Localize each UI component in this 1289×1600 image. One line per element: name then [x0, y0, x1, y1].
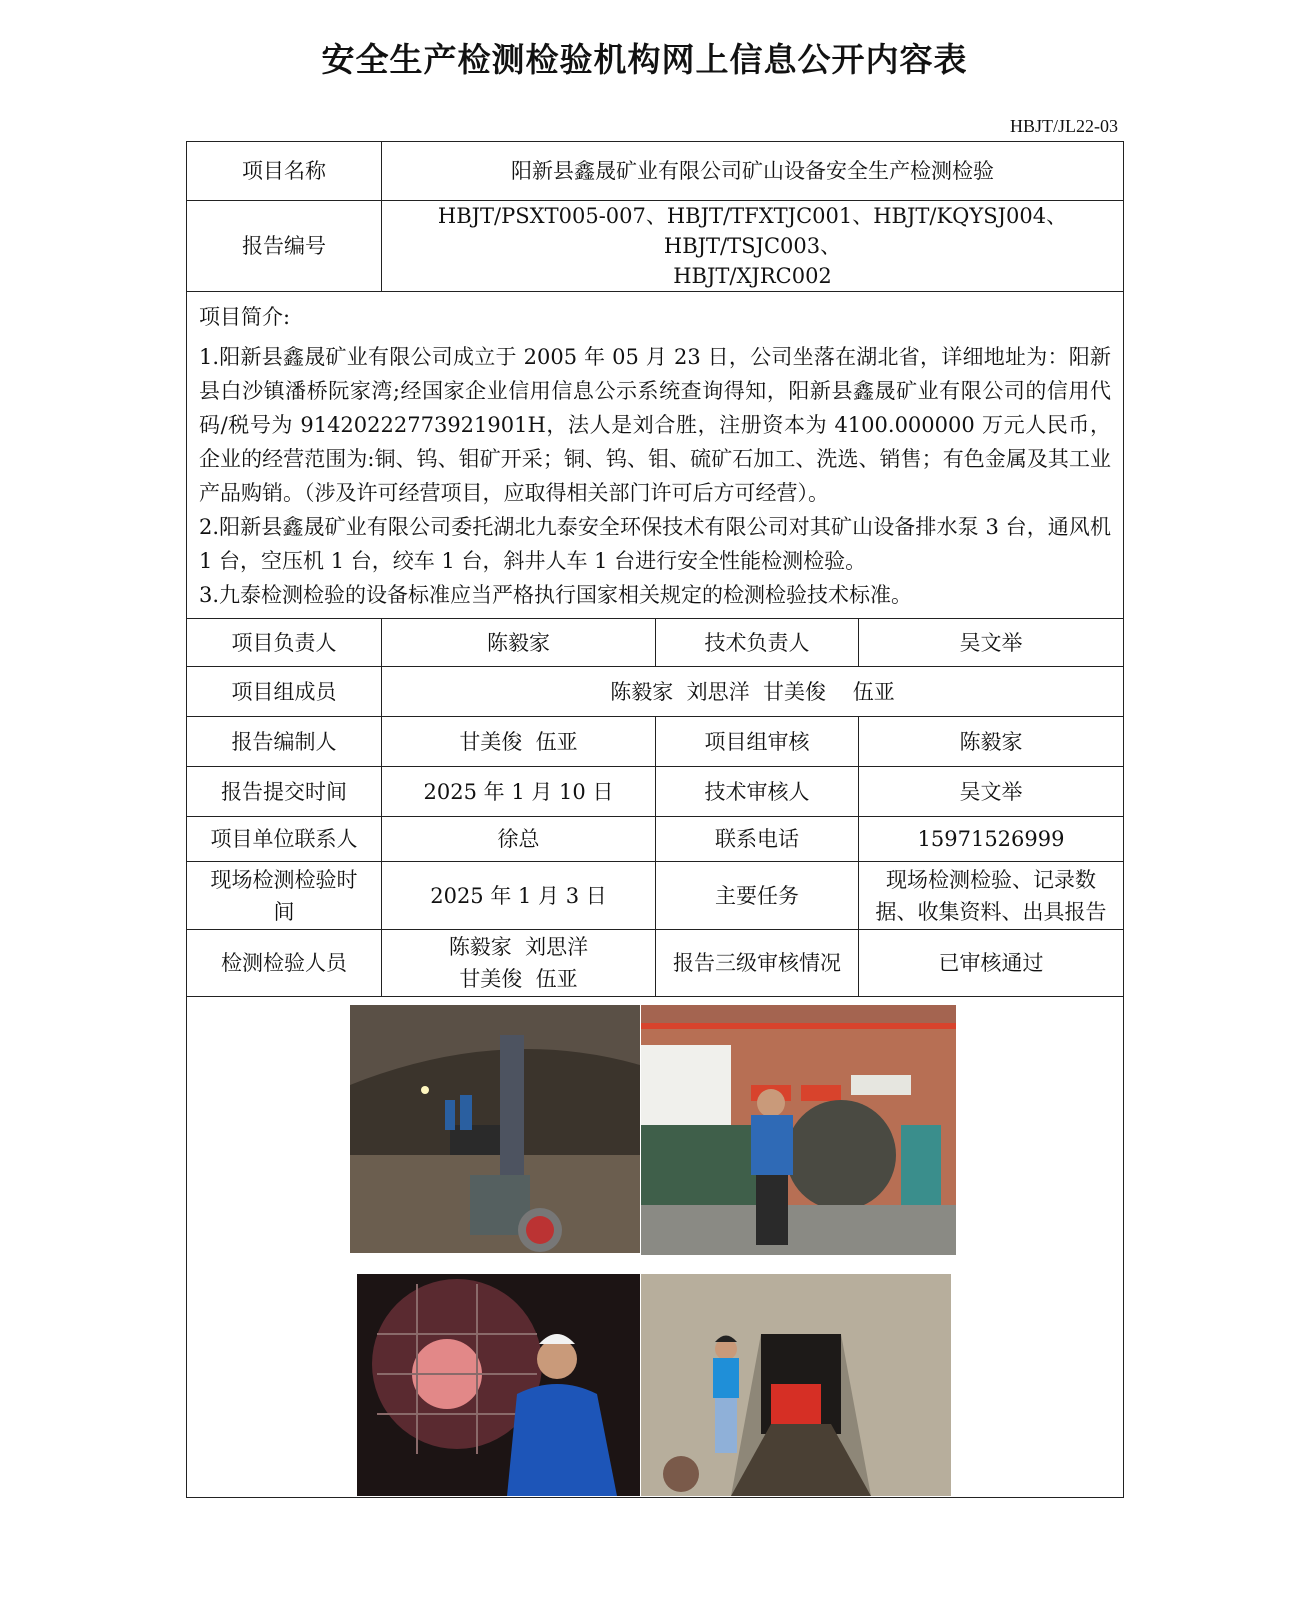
- photo-pump-room: [350, 1005, 640, 1253]
- table-row: [187, 667, 1124, 717]
- review3-value: 已审核通过: [859, 930, 1124, 997]
- contact-label: 项目单位联系人: [187, 817, 382, 862]
- table-row: [187, 930, 1124, 997]
- group-review-label: 项目组审核: [656, 717, 859, 767]
- table-row: [187, 292, 1124, 619]
- review3-label: 报告三级审核情况: [656, 930, 859, 997]
- table-row: [187, 817, 1124, 862]
- inspectors-line: 甘美俊 伍亚: [459, 967, 578, 991]
- tech-leader-value: 吴文举: [859, 619, 1124, 667]
- tech-review-value: 吴文举: [859, 767, 1124, 817]
- phone-value: 15971526999: [859, 817, 1124, 862]
- inspectors-label: 检测检验人员: [187, 930, 382, 997]
- site-time-label-line: 间: [273, 899, 295, 924]
- intro-paragraph: 3.九泰检测检验的设备标准应当严格执行国家相关规定的检测检验技术标准。: [199, 583, 913, 607]
- document-code: HBJT/JL22-03: [1010, 116, 1118, 136]
- task-line: 据、收集资料、出具报告: [875, 899, 1107, 924]
- tech-review-label: 技术审核人: [656, 767, 859, 817]
- table-row: [187, 201, 1124, 292]
- submit-time-label: 报告提交时间: [187, 767, 382, 817]
- tech-leader-label: 技术负责人: [656, 619, 859, 667]
- site-time-label-line: 现场检测检验时: [210, 867, 358, 892]
- leader-value: 陈毅家: [382, 619, 656, 667]
- report-no-line: HBJT/PSXT005-007、HBJT/TFXTJC001、HBJT/KQYSJ004、HBJT/TSJC003、: [437, 204, 1068, 258]
- intro-label: 项目简介:: [199, 305, 291, 329]
- photo-hoist-room: [641, 1005, 956, 1255]
- photo-incline-shaft: [641, 1274, 951, 1496]
- report-no-label: 报告编号: [187, 201, 382, 292]
- site-time-label: [187, 862, 382, 930]
- task-line: 现场检测检验、记录数: [886, 867, 1096, 892]
- report-no-value: [382, 201, 1124, 292]
- contact-value: 徐总: [382, 817, 656, 862]
- report-no-line: HBJT/XJRC002: [673, 264, 832, 288]
- intro-paragraph: 2.阳新县鑫晟矿业有限公司委托湖北九泰安全环保技术有限公司对其矿山设备排水泵 3 台，通风机 1 台，空压机 1 台，绞车 1 台，斜井人车 1 台进行安全性能检测检验。: [199, 515, 1112, 573]
- site-time-value: 2025 年 1 月 3 日: [382, 862, 656, 930]
- phone-label: 联系电话: [656, 817, 859, 862]
- task-value: [859, 862, 1124, 930]
- page-title: 安全生产检测检验机构网上信息公开内容表: [321, 40, 968, 79]
- project-name-label: 项目名称: [187, 142, 382, 201]
- intro-paragraph: 1.阳新县鑫晟矿业有限公司成立于 2005 年 05 月 23 日，公司坐落在湖北省，详细地址为：阳新县白沙镇潘桥阮家湾;经国家企业信用信息公示系统查询得知，阳新县鑫晟矿业有限公司的信用代码/税号为 91420222773921901H，法人是刘合胜，注册资本为 4100.000000 万元人民币，企业的经营范围为:铜、钨、钼矿开采；铜、钨、钼、硫矿石加工、洗选、销售；有色金属及其工业产品购销。（涉及许可经营项目，应取得相关部门许可后方可经营）。: [199, 345, 1112, 505]
- table-row: [187, 997, 1124, 1498]
- project-intro: [187, 292, 1124, 619]
- table-row: [187, 717, 1124, 767]
- inspectors-value: [382, 930, 656, 997]
- table-row: [187, 142, 1124, 201]
- compiler-value: 甘美俊 伍亚: [382, 717, 656, 767]
- photo-area: [187, 997, 1124, 1498]
- compiler-label: 报告编制人: [187, 717, 382, 767]
- inspectors-line: 陈毅家 刘思洋: [448, 935, 589, 959]
- info-table: [186, 141, 1124, 1498]
- members-label: 项目组成员: [187, 667, 382, 717]
- group-review-value: 陈毅家: [859, 717, 1124, 767]
- submit-time-value: 2025 年 1 月 10 日: [382, 767, 656, 817]
- table-row: [187, 767, 1124, 817]
- table-row: [187, 862, 1124, 930]
- leader-label: 项目负责人: [187, 619, 382, 667]
- photo-fan: [357, 1274, 640, 1496]
- project-name-value: 阳新县鑫晟矿业有限公司矿山设备安全生产检测检验: [382, 142, 1124, 201]
- table-row: [187, 619, 1124, 667]
- members-value: 陈毅家 刘思洋 甘美俊 伍亚: [382, 667, 1124, 717]
- task-label: 主要任务: [656, 862, 859, 930]
